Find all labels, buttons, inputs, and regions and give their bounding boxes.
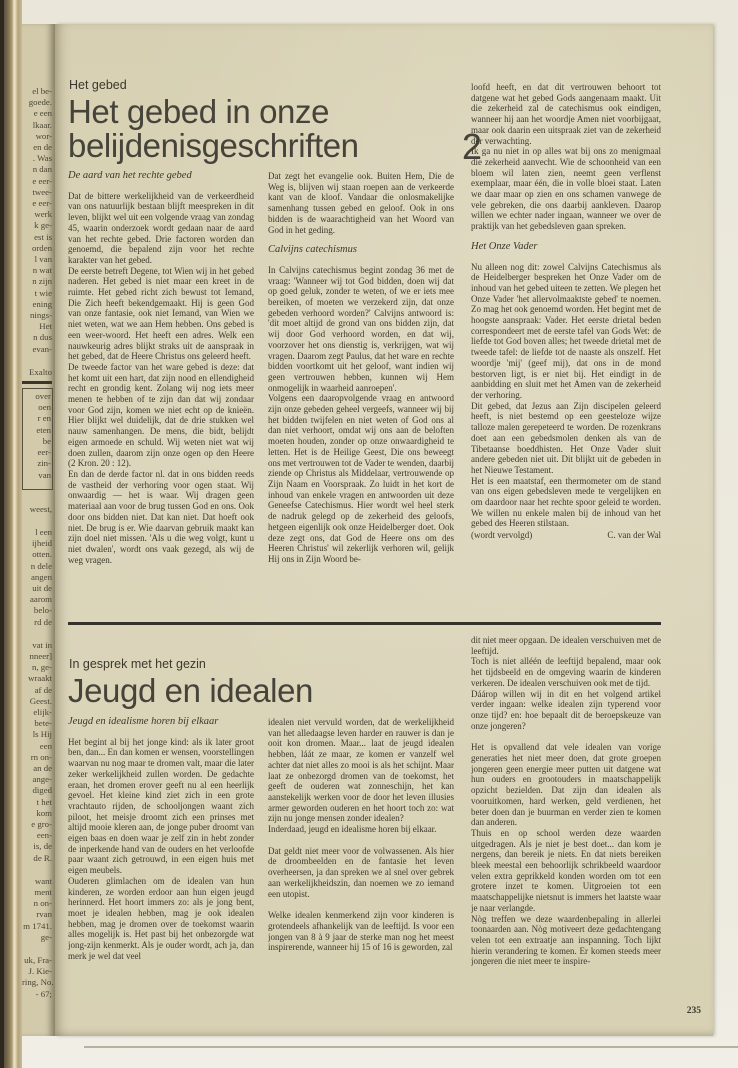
paragraph: Dat zegt het evangelie ook. Buiten Hem, Die de Weg is, blijven wij staan roepen aan de verkeerde kant van de kloof. Vandaar die onlosmakelijke samenhang tussen gebed en geloof. Ook in ons bidden is de waarachtigheid van het Woord van God in het geding. [268, 171, 454, 235]
section-subhead: Jeugd en idealisme horen bij elkaar [68, 717, 219, 727]
article1-column-1 [68, 171, 254, 633]
article1-title: Het gebed in onze belijdenisgeschriften [68, 93, 359, 164]
paragraph: elijk- [33, 706, 52, 717]
paragraph: n on- [33, 898, 52, 909]
article2-column-1 [68, 717, 254, 985]
article2-columns [68, 717, 454, 985]
paragraph: ment [34, 887, 52, 897]
paragraph: rvan [36, 909, 52, 920]
paragraph: dit niet meer opgaan. De idealen verschuiven met de leeftijd. [471, 635, 661, 656]
paragraph: est is [34, 231, 52, 242]
article1-left-block [68, 78, 454, 633]
paragraph: ge- [40, 931, 52, 942]
article1-part-number: 2 [462, 126, 483, 167]
paragraph: Nòg treffen we deze waardenbepaling in allerlei toonaarden aan. Nòg motiveert deze gedachtengang velen tot een extraatje aan inspanning. Toch lijkt hierin verandering te komen. Er komen steeds meer jongeren die niet meer te inspire- [471, 913, 661, 967]
paragraph: Het is opvallend dat vele idealen van vorige generaties het niet meer doen, dat grote groepen jongeren geen energie meer putten uit datgene wat hun ouders en grootouders in maatschappelijk opzicht bezielden. Dat zijn dan idealen als vooruitkomen, hard werken, geld verdienen, het beter doen dan je buurman en verder zien te komen dan anderen. [471, 742, 661, 828]
paragraph: otten. [32, 549, 52, 560]
paragraph: aarom [30, 594, 52, 605]
paragraph: idealen niet vervuld worden, dat de werkelijkheid van het alledaagse leven harder en rauwer is dan je ooit kon dromen. Maar... laat de jeugd idealen hebben, láát ze maar, ze komen er vanzelf wel achter dat niet alles zo mooi is als het schijnt. Maar laat ze onbezorgd dromen van de toekomst, het geeft de ouderen wat zonneschijn, het kan aanstekelijk werken voor de door het leven illusies armer geworden ouderen en het hoort toch zo: wat zijn nu jonge mensen zonder idealen? [268, 717, 454, 824]
paragraph: ening [32, 298, 52, 309]
paragraph: rd de [34, 616, 52, 627]
paragraph: orden [31, 242, 52, 253]
paragraph: Thuis en op school werden deze waarden uitgedragen. Als je niet je best doet... dan kom je nergens, dan bereik je niets. En dat niets bereiken bleek meestal een behoorlijk schrikbeeld waardoor velen extra geprikkeld konden worden om tot een grotere inzet te komen. Uitgroeien tot een maatschappelijke nietsnut is immers het laatste waar je naar verlangde. [471, 827, 661, 913]
paragraph: Exalto [29, 366, 52, 377]
section-subhead: Calvijns catechismus [268, 244, 357, 256]
paragraph: wraakt [28, 673, 52, 684]
paragraph: een [39, 740, 52, 751]
paragraph: e eer- [32, 175, 52, 186]
paragraph: over oen r en eten be eer- zin- van [22, 388, 53, 490]
paragraph: uit de [32, 582, 52, 593]
paragraph: bete- [34, 718, 52, 729]
paragraph: . Was [32, 153, 52, 164]
page-number: 235 [686, 1006, 701, 1016]
paragraph [22, 943, 52, 955]
section-subhead: De aard van het rechte gebed [68, 171, 192, 181]
paragraph: Het [39, 321, 52, 332]
paragraph: e eer- [32, 198, 52, 209]
paragraph: de R. [33, 852, 52, 863]
paragraph: Welke idealen kenmerkend zijn voor kinderen is grotendeels afhankelijk van de leeftijd. Is voor een jongen van 8 à 9 jaar de sterke man nog het meest inspirerende, wanneer hij 15 of 16 is geworden, zal [268, 910, 454, 953]
paragraph: e een [33, 108, 52, 119]
paragraph: angen [30, 571, 52, 582]
article1-kicker: Het gebed [69, 78, 127, 92]
article2-left-block [68, 633, 454, 985]
paragraph: Dat de bittere werkelijkheid van de verkeerdheid van ons natuurlijk bestaan blijft meespreken in dit leven, blijkt wel uit een volgende vraag van zondag 45, waarin onderzoek wordt gedaan naar de aard van het rechte gebed. Drie factoren worden dan genoemd, die bepalend zijn voor het rechte karakter van het gebed. [68, 190, 254, 265]
paragraph: af de [34, 684, 52, 695]
paragraph: diged [32, 785, 52, 796]
paragraph: l van [34, 254, 52, 265]
paragraph: an de [33, 762, 52, 773]
paragraph: De eerste betreft Degene, tot Wien wij in het gebed naderen. Het gebed is niet maar een kreet in de ruimte. Het gebed richt zich bewust tot Iemand, Die Zich heeft bekendgemaakt. Hij is geen God van onze fantasie, ook niet Iemand, van Wien we niet weten, wat we aan Hem hebben. Ons gebed is een weer-woord. Het heeft een adres. Welk een nauwkeurig adres blijkt straks uit de aanspraak in het gebed, dat de Heere Christus ons geleerd heeft. [68, 265, 254, 362]
article2-kicker: In gesprek met het gezin [69, 657, 206, 671]
paragraph: Het begint al bij het jonge kind: als ik later groot ben, dan... En dan komen er wensen, voorstellingen waarvan nu nog maar te dromen valt, maar die later zeker werkelijkheid zullen worden. De gedachte eraan, het dromen erover geeft nu al een heerlijk gevoel. Het kleine kind ziet zich in een grote vrachtauto rijden, de schooljongen waant zich piloot, het meisje droomt zich een prinses met altijd mooie kleren aan, de jonge puber droomt van eigen baas en doen waar je zelf zin in hebt zonder de inperkende hand van de ouders en het verloofde paar waant zich getrouwd, in een eigen huis met eigen meubels. [68, 736, 254, 876]
paragraph: vat in [32, 639, 52, 650]
article2-column-2 [268, 717, 454, 985]
paragraph: J. Kie- [28, 966, 52, 977]
paragraph: werk [34, 209, 52, 220]
article2-column-3 [471, 635, 661, 1011]
paragraph: rn on- [30, 751, 52, 762]
section-subhead: Het Onze Vader [471, 240, 538, 252]
paragraph: goede. [28, 97, 52, 108]
paragraph: m 1741. [23, 920, 52, 931]
paragraph: een- [36, 830, 52, 841]
scan-edge-line [84, 1046, 738, 1048]
paragraph: De tweede factor van het ware gebed is deze: dat het komt uit een hart, dat zijn nood en ellendigheid recht en grondig kent. Zolang wij nog iets meer menen te hebben of te zijn dan dat wij zondaar voor God zijn, komen we niet echt op de knieën. Hier blijkt wel duidelijk, dat de drie stukken wel nauw samenhangen. De mens, die bidt, belijdt eigen armoede en schuld. Wij weten niet wat wij doen zullen, daarom zijn onze ogen op den Heere (2 Kron. 20 : 12). [68, 361, 254, 469]
paragraph: k ge- [34, 220, 52, 231]
paragraph: l een [35, 526, 52, 537]
previous-page-edge [22, 24, 55, 1036]
paragraph: Volgens een daaropvolgende vraag en antwoord zijn onze gebeden geheel vergeefs, wanneer wij bij het bidden twijfelen en niet weten of God ons al dan niet verhoort, omdat wij ons aan de beloften moeten houden, zonder op onze onwaardigheid te letten. Het is de Heilige Geest, Die ons beweegt ons met vertrouwen tot de Vader te wenden, daarbij ziende op Christus als Middelaar, vertrouwende op Zijn Naam en Voorspraak. Zo luidt in het kort de inhoud van enkele vragen en antwoorden uit deze Geneefse Catechismus. Hier wordt wel heel sterk de nadruk gelegd op de zekerheid des geloofs, hetgeen eigenlijk ook onze Heidelberger doet. Ook deze zegt ons, dat God de Heere ons om des Heeren Christus' wil zekerlijk verhoren wil, gelijk Hij ons in Zijn Woord be- [268, 393, 454, 564]
paragraph: n dan [32, 164, 52, 175]
paragraph [22, 492, 52, 504]
article2-title: Jeugd en idealen [68, 672, 313, 709]
paragraph: el be- [32, 86, 52, 96]
paragraph: weest, [29, 503, 52, 514]
paragraph: - 67; [35, 988, 52, 999]
paragraph: t het [36, 796, 52, 807]
paragraph: Ouderen glimlachen om de idealen van hun kinderen, ze worden erdoor aan hun eigen jeugd herinnerd. Het hoort immers zo: als je jong bent, moet je idealen hebben, mag je ook idealen hebben, mag je dromen over de toekomst waarin alles mogelijk is. Het past bij het onbezorgde wat jong-zijn kenmerkt. Als je ouder wordt, ach ja, dan merk je wel dat veel [68, 875, 254, 961]
paragraph: Ik ga nu niet in op alles wat bij ons zo menigmaal die zekerheid aanvecht. Wie de schoonheid van een bloem wil laten zien, neemt geen verflenst exemplaar, maar één, die in volle bloei staat. Laten we daar maar op zien en ons schamen vanwege de vele gebreken, die ons daarbij aankleven. Daarop willen we echter nader ingaan, wanneer we over de praktijk van het gebedsleven gaan spreken. [471, 146, 661, 232]
article-jeugd-en-idealen [68, 633, 661, 985]
paragraph: En dan de derde factor nl. dat in ons bidden reeds de vastheid der verhoring voor ogen staat. Wij onwaardig — het is waar. Wij dragen geen materiaal aan voor de brug tussen God en ons. Ook door ons bidden niet. Dat kan niet. Dat hoeft ook niet. De brug is er. Wie daarvan gebruik maakt kan zijn doel niet missen. 'Als u die weg volgt, kunt u niet dwalen', wordt ons vaak gezegd, als wij de weg vragen. [68, 468, 254, 565]
paragraph: lkaar. [32, 119, 52, 130]
magazine-page [55, 24, 713, 1036]
paragraph: ijheid [31, 538, 52, 549]
paragraph: nings- [30, 310, 52, 321]
paragraph: Dit gebed, dat Jezus aan Zijn discipelen geleerd heeft, is niet bestemd op een geesteloze wijze talloze malen gerepeteerd te worden. De rozenkrans doet aan een gebedsmolen denken als van de Tibetaanse boeddhisten. Het Onze Vader sluit andere gebeden niet uit. Dit blijkt uit de gebeden in het Nieuwe Testament. [471, 400, 661, 475]
paragraph: ls Hij [32, 729, 52, 740]
paragraph [22, 515, 52, 527]
article-byline: (wordt vervolgd) C. van der Wal [471, 530, 661, 541]
page-content [68, 78, 661, 985]
paragraph: n wat [32, 265, 52, 276]
article-het-gebed [68, 78, 661, 622]
paragraph: Toch is niet alléén de leeftijd bepalend, maar ook het tijdsbeeld en de omgeving waarin de kinderen verkeren. De idealen verschuiven ook met de tijd. [471, 656, 661, 688]
paragraph: evan- [32, 343, 52, 354]
paragraph: Het is een maatstaf, een thermometer om de stand van ons eigen gebedsleven mede te vergelijken en om daardoor naar het rechte spoor geleid te worden. We willen nu enkele malen bij de inhoud van het gebed des Heeren stilstaan. [471, 475, 661, 529]
paragraph: e gro- [31, 818, 52, 829]
article1-columns [68, 171, 454, 633]
paragraph: kom [36, 807, 52, 818]
paragraph [22, 355, 52, 367]
paragraph: ring, No. [22, 977, 54, 988]
paragraph: Dat geldt niet meer voor de volwassenen. Als hier de droombeelden en de fantasie het leven overheersen, ja dan spreken we al snel over gebrek aan werkelijkheidszin, dan noemen we zo iemand een utopist. [268, 845, 454, 899]
paragraph: Nu alleen nog dit: zowel Calvijns Catechismus als de Heidelberger bespreken het Onze Vader om de inhoud van het gebed uiteen te zetten. We plegen het Onze Vader 'het allervolmaaktste gebed' te noemen. Zo mag het ook genoemd worden. Het begint met de hoogste aanspraak: Vader. Het eerste drietal beden correspondeert met de eerste tafel van Gods Wet: de liefde tot God boven alles; het tweede drietal met de tweede tafel: de liefde tot de naaste als onszelf. Het woordje 'mij' (geef mij), dat ons in de mond bestorven ligt, is er niet bij. Het eindigt in de aanbidding en sluit met het Amen van de zekerheid der verhoring. [471, 261, 661, 400]
paragraph: Inderdaad, jeugd en idealisme horen bij elkaar. [268, 824, 437, 835]
book-gutter-shadow [0, 0, 22, 1068]
paragraph [22, 864, 52, 876]
paragraph [22, 381, 52, 384]
paragraph: belo- [33, 605, 52, 616]
paragraph: en de [33, 142, 52, 153]
paragraph: n, ge- [31, 662, 52, 673]
paragraph: n dele [30, 560, 52, 571]
paragraph: Dáárop willen wij in dit en het volgend artikel verder ingaan: welke idealen zijn typerend voor onze tijd? en: hoe bepaalt dit de beroepskeuze van onze jongeren? [471, 688, 661, 731]
paragraph: t wie [34, 287, 52, 298]
paragraph: nneer] [29, 650, 52, 661]
paragraph: In Calvijns catechismus begint zondag 36 met de vraag: 'Wanneer wij tot God bidden, doen wij dat op goed geluk, zonder te weten, of we er iets mee bereiken, of moeten we verzekerd zijn, dat onze gebeden verhoord worden?' Calvijns antwoord is: 'dit moet altijd de grond van ons bidden zijn, dat wij door God verhoord worden, en dat wij, voorzover het ons dienstig is, verkrijgen, wat wij vragen. Daarom zegt Paulus, dat het ware en rechte bidden voortkomt uit het geloof, want indien wij geen vertrouwen hebben, kunnen wij Hem onmogelijk in waarheid aanroepen'. [268, 264, 454, 393]
paragraph: twee- [32, 186, 52, 197]
paragraph: is, de [33, 841, 52, 852]
paragraph [22, 628, 52, 640]
paragraph: wor- [35, 130, 52, 141]
paragraph: Geest. [29, 695, 52, 706]
article1-column-2 [268, 171, 454, 633]
paragraph: ange- [32, 774, 52, 785]
paragraph: want [34, 875, 52, 886]
paragraph: n zijn [32, 276, 52, 287]
paragraph: loofd heeft, en dat dit vertrouwen behoort tot datgene wat het gebed Gods aangenaam maakt. Uit die zekerheid zal de catechismus ook eindigen, wanneer hij aan het woordje Amen niet voorbijgaat, maar ook daarin een uitspraak ziet van de zekerheid der verwachting. [471, 82, 661, 146]
paragraph: n dus [33, 332, 52, 343]
article1-column-3 [471, 82, 661, 620]
paragraph: uk, Fra- [24, 955, 52, 966]
